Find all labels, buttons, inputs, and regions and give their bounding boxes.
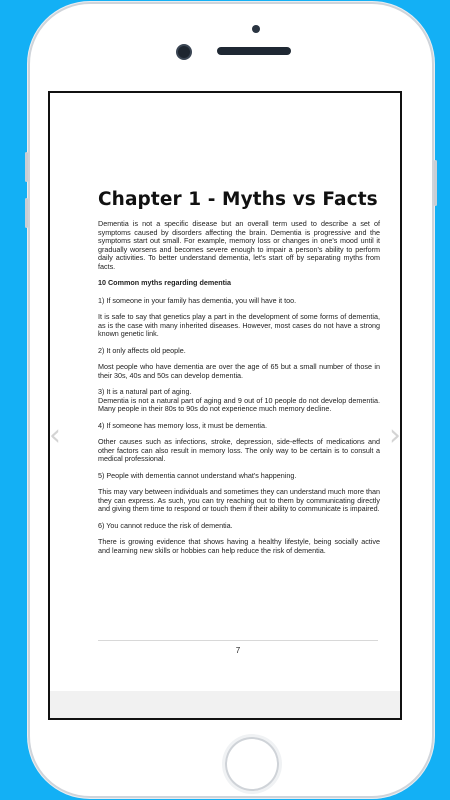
myth-question: 5) People with dementia cannot understand what's happening. bbox=[98, 470, 297, 480]
myth-question: 6) You cannot reduce the risk of dementia. bbox=[98, 520, 233, 530]
chapter-title: Chapter 1 - Myths vs Facts bbox=[98, 189, 378, 210]
front-camera bbox=[178, 46, 190, 58]
earpiece-speaker bbox=[217, 47, 291, 55]
footer-divider bbox=[98, 640, 378, 641]
power-button bbox=[434, 160, 437, 206]
myth-question: 3) It is a natural part of aging. bbox=[98, 387, 192, 396]
page-stack-edge bbox=[50, 691, 400, 718]
myth-question: 4) If someone has memory loss, it must be dementia. bbox=[98, 420, 267, 430]
myth-answer: Most people who have dementia are over the age of 65 but a small number of those in their 30s, 40s and 50s can develop dementia. bbox=[98, 362, 380, 380]
home-button[interactable] bbox=[225, 737, 279, 791]
volume-button bbox=[25, 198, 28, 228]
myth-answer: This may vary between individuals and sometimes they can understand much more than they can express. As such, you can try reaching out to them by communicating directly and giving them time to respond or touch them if their ability to communicate is impaired. bbox=[98, 487, 380, 513]
volume-button bbox=[25, 152, 28, 182]
myth-answer: Dementia is not a natural part of aging and 9 out of 10 people do not develop dementia. Many people in their 80s to 90s do not experience much memory decline. bbox=[98, 395, 380, 413]
myth-question: 1) If someone in your family has dementia, you will have it too. bbox=[98, 295, 297, 305]
page-content bbox=[98, 220, 380, 563]
intro-paragraph: Dementia is not a specific disease but an overall term used to describe a set of symptoms caused by disorders affecting the brain. Dementia is progressive and the symptoms start out small. For example, memory loss or changes in one's mood until it gradually worsens and becomes severe enough to impair a person's ability to perform daily activities. To better understand dementia, let's start off by separating myths from facts. bbox=[98, 219, 380, 271]
myth-question: 2) It only affects old people. bbox=[98, 345, 186, 355]
myth-answer: There is growing evidence that shows having a healthy lifestyle, being socially active and learning new skills or hobbies can help reduce the risk of dementia. bbox=[98, 537, 380, 555]
book-page[interactable] bbox=[50, 93, 400, 691]
chevron-left-icon[interactable]: ‹ bbox=[49, 418, 61, 453]
proximity-sensor bbox=[252, 25, 260, 33]
ebook-screen bbox=[48, 91, 402, 720]
myth-answer: Other causes such as infections, stroke, depression, side-effects of medications and other factors can also result in memory loss. The only way to be certain is to consult a medical professional. bbox=[98, 437, 380, 463]
page-number: 7 bbox=[235, 646, 241, 655]
myth-answer: It is safe to say that genetics play a part in the development of some forms of dementia, as is the case with many inherited diseases. However, most cases do not have a strong known genetic link. bbox=[98, 312, 380, 338]
chevron-right-icon[interactable]: › bbox=[389, 418, 401, 453]
section-heading: 10 Common myths regarding dementia bbox=[98, 278, 231, 287]
